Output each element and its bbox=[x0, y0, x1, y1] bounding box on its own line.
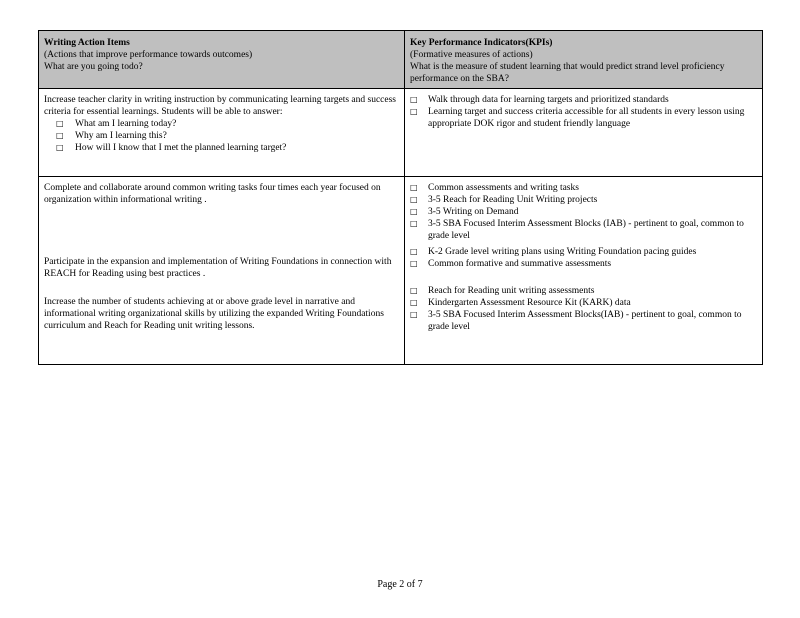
list-item: □ 3-5 SBA Focused Interim Assessment Blocks (IAB) - pertinent to goal, common to grade level bbox=[410, 219, 744, 241]
action-items-subheading-1: (Actions that improve performance towards outcomes) bbox=[44, 50, 253, 60]
header-left-cell bbox=[39, 31, 405, 88]
kpi-list bbox=[410, 246, 756, 270]
action-items-subheading-2: What are you going todo? bbox=[44, 62, 143, 72]
list-item: □ Common formative and summative assessments bbox=[410, 259, 612, 269]
list-item: □ K-2 Grade level writing plans using Writing Foundation pacing guides bbox=[410, 247, 697, 257]
list-item: □ Common assessments and writing tasks bbox=[410, 183, 579, 193]
list-item: □ 3-5 Reach for Reading Unit Writing projects bbox=[410, 195, 598, 205]
table-header-row bbox=[39, 31, 762, 88]
checkbox-bullet-icon: □ bbox=[410, 310, 418, 319]
checkbox-bullet-icon: □ bbox=[410, 286, 418, 295]
kpi-heading: Key Performance Indicators(KPIs) bbox=[410, 38, 553, 48]
list-item: □ What am I learning today? bbox=[56, 119, 177, 129]
question-list bbox=[44, 118, 398, 154]
list-item: □ Walk through data for learning targets and prioritized standards bbox=[410, 95, 669, 105]
action-text: Participate in the expansion and implementation of Writing Foundations in connection with REACH for Reading using best practices . bbox=[44, 257, 392, 279]
checkbox-bullet-icon: □ bbox=[410, 298, 418, 307]
kpi-cell bbox=[405, 89, 762, 176]
checkbox-bullet-icon: □ bbox=[410, 259, 418, 268]
checkbox-bullet-icon: □ bbox=[410, 107, 418, 116]
checkbox-bullet-icon: □ bbox=[56, 119, 64, 128]
action-plan-table bbox=[38, 30, 763, 365]
kpi-subheading-1: (Formative measures of actions) bbox=[410, 50, 533, 60]
kpi-cell bbox=[405, 177, 762, 364]
list-item: □ Reach for Reading unit writing assessments bbox=[410, 286, 595, 296]
list-item: □ 3-5 SBA Focused Interim Assessment Blocks(IAB) - pertinent to goal, common to grade level bbox=[410, 310, 742, 332]
checkbox-bullet-icon: □ bbox=[56, 143, 64, 152]
kpi-list bbox=[410, 94, 756, 130]
list-item: □ 3-5 Writing on Demand bbox=[410, 207, 519, 217]
action-cell bbox=[39, 89, 405, 176]
kpi-list bbox=[410, 182, 756, 242]
kpi-subheading-2: What is the measure of student learning that would predict strand level proficiency performance on the SBA? bbox=[410, 62, 725, 84]
action-items-heading: Writing Action Items bbox=[44, 38, 130, 48]
checkbox-bullet-icon: □ bbox=[410, 219, 418, 228]
checkbox-bullet-icon: □ bbox=[410, 95, 418, 104]
list-item: □ Learning target and success criteria accessible for all students in every lesson using appropriate DOK rigor and student friendly language bbox=[410, 107, 745, 129]
checkbox-bullet-icon: □ bbox=[410, 183, 418, 192]
list-item: □ Why am I learning this? bbox=[56, 131, 167, 141]
table-row bbox=[39, 176, 762, 364]
kpi-list bbox=[410, 285, 756, 333]
action-cell bbox=[39, 177, 405, 364]
page-number: Page 2 of 7 bbox=[377, 579, 423, 590]
action-text: Complete and collaborate around common writing tasks four times each year focused on organization within informational writing . bbox=[44, 183, 381, 205]
list-item: □ How will I know that I met the planned learning target? bbox=[56, 143, 287, 153]
list-item: □ Kindergarten Assessment Resource Kit (KARK) data bbox=[410, 298, 631, 308]
checkbox-bullet-icon: □ bbox=[410, 247, 418, 256]
action-text: Increase teacher clarity in writing instruction by communicating learning targets and success criteria for essential learnings. Students will be able to answer: bbox=[44, 95, 396, 117]
table-row bbox=[39, 88, 762, 176]
checkbox-bullet-icon: □ bbox=[410, 207, 418, 216]
header-right-cell bbox=[405, 31, 762, 88]
checkbox-bullet-icon: □ bbox=[56, 131, 64, 140]
action-text: Increase the number of students achieving at or above grade level in narrative and informational writing organizational skills by utilizing the expanded Writing Foundations curriculum and Reach for Reading unit writing lessons. bbox=[44, 297, 384, 331]
checkbox-bullet-icon: □ bbox=[410, 195, 418, 204]
